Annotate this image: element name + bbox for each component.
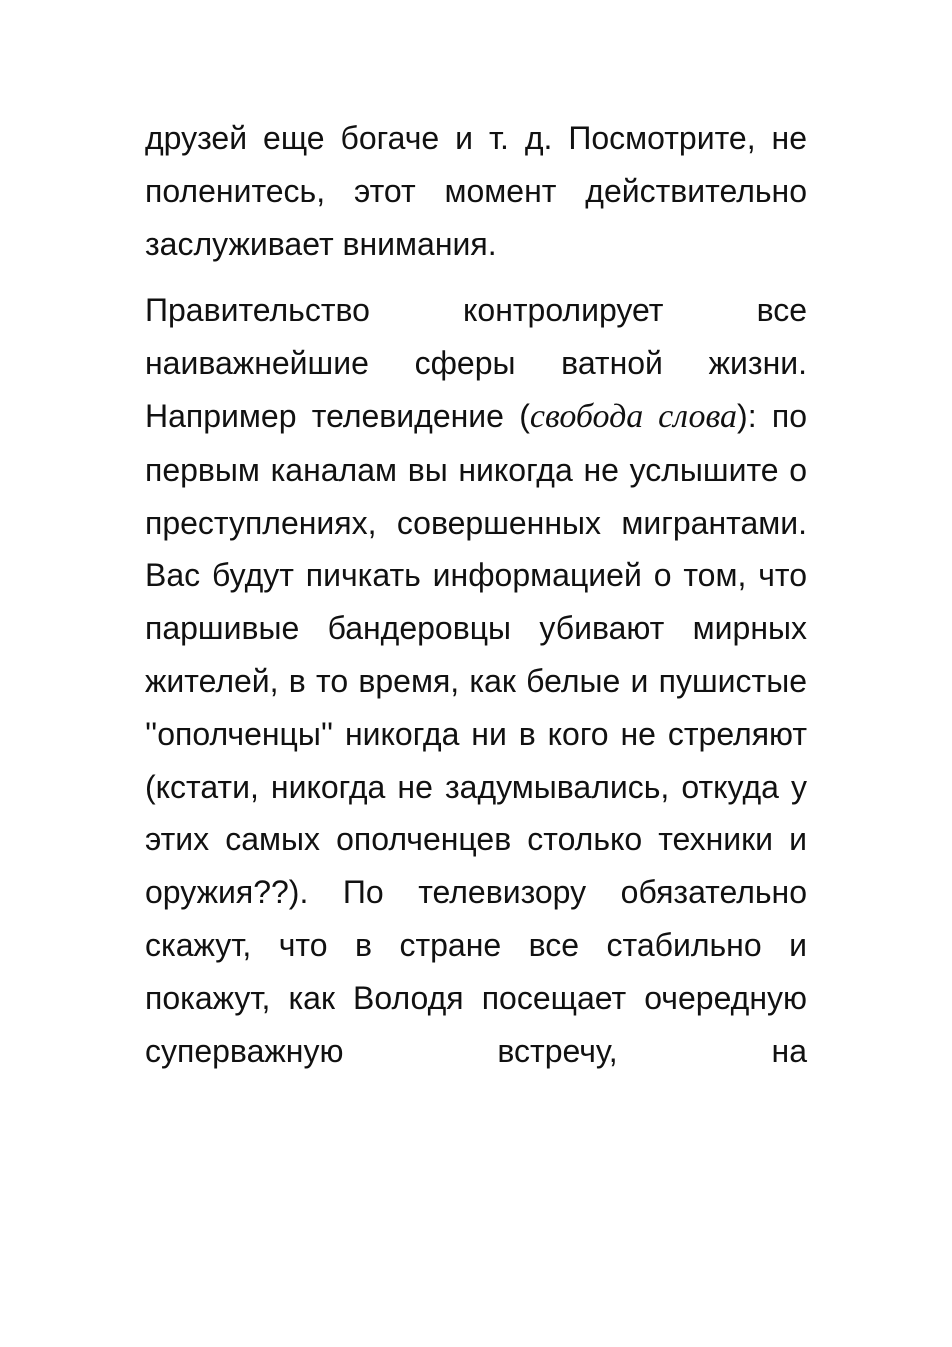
- document-page: [145, 112, 807, 1091]
- paragraph-2: [145, 284, 807, 1077]
- paragraph-2-text-end: ): по первым каналам вы никогда не услышите о преступлениях, совершенных мигрантами. Вас будут пичкать информацией о том, что паршивые бандеровцы убивают мирных жителей, в то время, как белые и пушистые ''ополченцы'' никогда ни в кого не стреляют (кстати, никогда не задумывались, откуда у этих самых ополченцев столько техники и оружия??). По телевизору обязательно скажут, что в стране все стабильно и покажут, как Володя посещает очередную суперважную встречу, на: [145, 397, 808, 1069]
- paragraph-2-emphasis: свобода слова: [529, 397, 738, 435]
- paragraph-1-text: друзей еще богаче и т. д. Посмотрите, не поленитесь, этот момент действительно заслуживает внимания.: [145, 120, 807, 262]
- paragraph-1: [145, 112, 807, 270]
- paragraph-2-text-start: Правительство контролирует все наиважнейшие сферы ватной жизни. Например телевидение (: [145, 292, 807, 434]
